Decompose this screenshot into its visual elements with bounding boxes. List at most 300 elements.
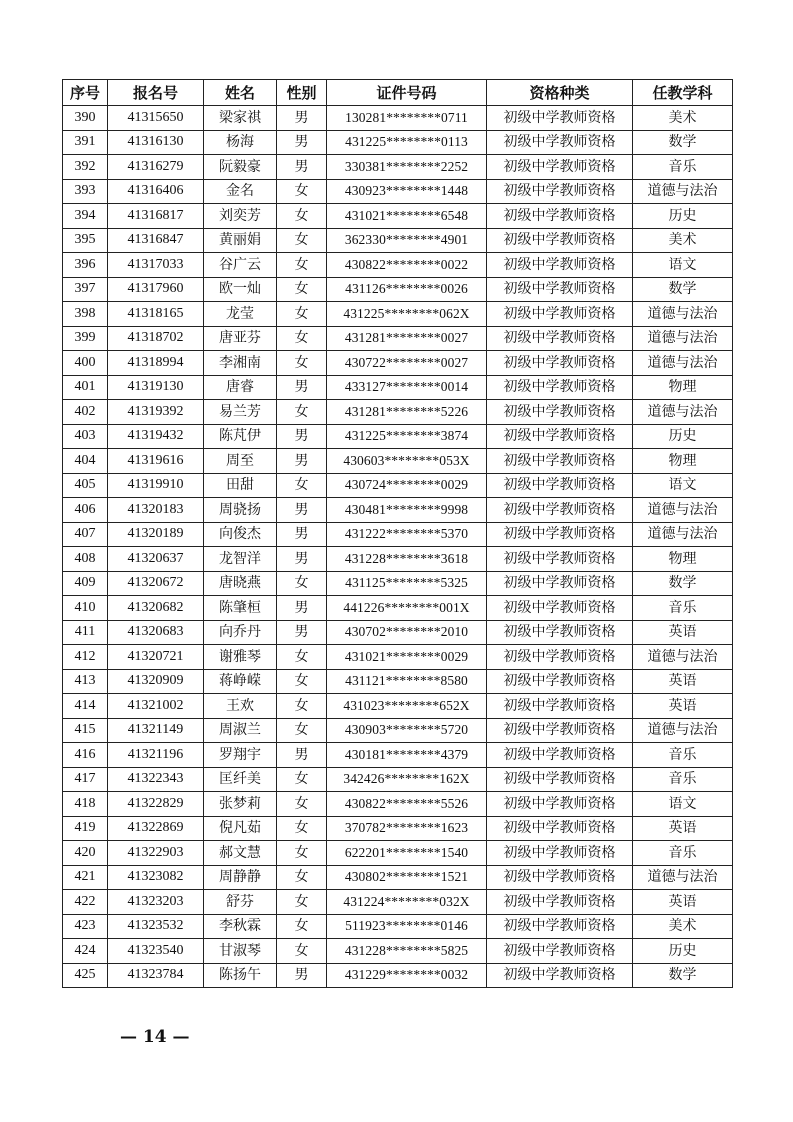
registration-no-cell: 41320909: [108, 669, 204, 694]
table-row: [63, 620, 733, 645]
id-number-cell: 431225********062X: [327, 302, 487, 327]
registration-no-cell: 41320682: [108, 596, 204, 621]
header-name: 姓名: [204, 80, 277, 106]
table-row: [63, 669, 733, 694]
subject-cell: 语文: [633, 792, 733, 817]
subject-cell: 美术: [633, 914, 733, 939]
subject-cell: 数学: [633, 130, 733, 155]
registration-no-cell: 41319616: [108, 449, 204, 474]
qualification-cell: 初级中学教师资格: [487, 326, 633, 351]
seq-cell: 392: [63, 155, 108, 180]
table-row: [63, 400, 733, 425]
subject-cell: 道德与法治: [633, 302, 733, 327]
seq-cell: 414: [63, 694, 108, 719]
table-row: [63, 914, 733, 939]
table-row: [63, 449, 733, 474]
subject-cell: 历史: [633, 424, 733, 449]
name-cell: 陈肇桓: [204, 596, 277, 621]
subject-cell: 道德与法治: [633, 865, 733, 890]
gender-cell: 女: [277, 890, 327, 915]
gender-cell: 女: [277, 914, 327, 939]
qualification-cell: 初级中学教师资格: [487, 669, 633, 694]
id-number-cell: 431281********0027: [327, 326, 487, 351]
id-number-cell: 431225********3874: [327, 424, 487, 449]
seq-cell: 415: [63, 718, 108, 743]
id-number-cell: 342426********162X: [327, 767, 487, 792]
gender-cell: 女: [277, 204, 327, 229]
qualification-cell: 初级中学教师资格: [487, 228, 633, 253]
table-row: [63, 743, 733, 768]
subject-cell: 英语: [633, 620, 733, 645]
header-registration-no: 报名号: [108, 80, 204, 106]
qualification-cell: 初级中学教师资格: [487, 865, 633, 890]
subject-cell: 历史: [633, 939, 733, 964]
table-row: [63, 645, 733, 670]
table-row: [63, 277, 733, 302]
gender-cell: 女: [277, 326, 327, 351]
registration-no-cell: 41316817: [108, 204, 204, 229]
name-cell: 郝文慧: [204, 841, 277, 866]
name-cell: 陈芃伊: [204, 424, 277, 449]
seq-cell: 390: [63, 106, 108, 131]
name-cell: 周淑兰: [204, 718, 277, 743]
gender-cell: 女: [277, 253, 327, 278]
qualification-cell: 初级中学教师资格: [487, 767, 633, 792]
gender-cell: 女: [277, 939, 327, 964]
qualification-cell: 初级中学教师资格: [487, 130, 633, 155]
gender-cell: 男: [277, 449, 327, 474]
table-row: [63, 106, 733, 131]
name-cell: 王欢: [204, 694, 277, 719]
registration-no-cell: 41318994: [108, 351, 204, 376]
id-number-cell: 431228********3618: [327, 547, 487, 572]
header-id-number: 证件号码: [327, 80, 487, 106]
gender-cell: 男: [277, 620, 327, 645]
qualification-cell: 初级中学教师资格: [487, 718, 633, 743]
qualification-cell: 初级中学教师资格: [487, 890, 633, 915]
registration-no-cell: 41318165: [108, 302, 204, 327]
registration-no-cell: 41320637: [108, 547, 204, 572]
qualification-cell: 初级中学教师资格: [487, 155, 633, 180]
id-number-cell: 430481********9998: [327, 498, 487, 523]
table-row: [63, 963, 733, 988]
subject-cell: 物理: [633, 547, 733, 572]
id-number-cell: 430822********5526: [327, 792, 487, 817]
table-row: [63, 130, 733, 155]
id-number-cell: 430724********0029: [327, 473, 487, 498]
table-row: [63, 253, 733, 278]
registration-no-cell: 41316130: [108, 130, 204, 155]
seq-cell: 394: [63, 204, 108, 229]
registration-no-cell: 41321002: [108, 694, 204, 719]
name-cell: 周骁扬: [204, 498, 277, 523]
table-row: [63, 816, 733, 841]
table-row: [63, 498, 733, 523]
id-number-cell: 431021********0029: [327, 645, 487, 670]
seq-cell: 399: [63, 326, 108, 351]
id-number-cell: 330381********2252: [327, 155, 487, 180]
registration-no-cell: 41321196: [108, 743, 204, 768]
seq-cell: 421: [63, 865, 108, 890]
gender-cell: 女: [277, 669, 327, 694]
table-row: [63, 718, 733, 743]
id-number-cell: 622201********1540: [327, 841, 487, 866]
qualification-cell: 初级中学教师资格: [487, 694, 633, 719]
id-number-cell: 430822********0022: [327, 253, 487, 278]
name-cell: 向俊杰: [204, 522, 277, 547]
subject-cell: 数学: [633, 277, 733, 302]
subject-cell: 美术: [633, 228, 733, 253]
name-cell: 张梦莉: [204, 792, 277, 817]
id-number-cell: 431224********032X: [327, 890, 487, 915]
seq-cell: 393: [63, 179, 108, 204]
table-row: [63, 865, 733, 890]
qualification-cell: 初级中学教师资格: [487, 939, 633, 964]
subject-cell: 数学: [633, 571, 733, 596]
registration-no-cell: 41320721: [108, 645, 204, 670]
qualification-cell: 初级中学教师资格: [487, 743, 633, 768]
subject-cell: 英语: [633, 816, 733, 841]
qualification-cell: 初级中学教师资格: [487, 571, 633, 596]
registration-no-cell: 41322869: [108, 816, 204, 841]
subject-cell: 英语: [633, 669, 733, 694]
qualification-cell: 初级中学教师资格: [487, 375, 633, 400]
seq-cell: 425: [63, 963, 108, 988]
table-row: [63, 375, 733, 400]
subject-cell: 音乐: [633, 155, 733, 180]
name-cell: 向乔丹: [204, 620, 277, 645]
registration-no-cell: 41319432: [108, 424, 204, 449]
seq-cell: 391: [63, 130, 108, 155]
subject-cell: 道德与法治: [633, 498, 733, 523]
id-number-cell: 431228********5825: [327, 939, 487, 964]
subject-cell: 英语: [633, 890, 733, 915]
seq-cell: 407: [63, 522, 108, 547]
subject-cell: 道德与法治: [633, 400, 733, 425]
name-cell: 罗翔宇: [204, 743, 277, 768]
subject-cell: 语文: [633, 253, 733, 278]
seq-cell: 410: [63, 596, 108, 621]
registration-no-cell: 41315650: [108, 106, 204, 131]
registration-no-cell: 41320683: [108, 620, 204, 645]
name-cell: 金名: [204, 179, 277, 204]
registration-no-cell: 41323532: [108, 914, 204, 939]
id-number-cell: 431222********5370: [327, 522, 487, 547]
qualification-cell: 初级中学教师资格: [487, 498, 633, 523]
seq-cell: 403: [63, 424, 108, 449]
name-cell: 龙莹: [204, 302, 277, 327]
seq-cell: 408: [63, 547, 108, 572]
roster-table: [62, 79, 733, 988]
id-number-cell: 431021********6548: [327, 204, 487, 229]
name-cell: 陈扬午: [204, 963, 277, 988]
table-row: [63, 767, 733, 792]
name-cell: 欧一灿: [204, 277, 277, 302]
qualification-cell: 初级中学教师资格: [487, 620, 633, 645]
subject-cell: 道德与法治: [633, 351, 733, 376]
subject-cell: 美术: [633, 106, 733, 131]
registration-no-cell: 41317960: [108, 277, 204, 302]
id-number-cell: 431126********0026: [327, 277, 487, 302]
gender-cell: 女: [277, 228, 327, 253]
seq-cell: 404: [63, 449, 108, 474]
header-subject: 任教学科: [633, 80, 733, 106]
seq-cell: 423: [63, 914, 108, 939]
qualification-cell: 初级中学教师资格: [487, 424, 633, 449]
qualification-cell: 初级中学教师资格: [487, 351, 633, 376]
gender-cell: 女: [277, 571, 327, 596]
qualification-cell: 初级中学教师资格: [487, 841, 633, 866]
qualification-cell: 初级中学教师资格: [487, 106, 633, 131]
seq-cell: 412: [63, 645, 108, 670]
subject-cell: 音乐: [633, 596, 733, 621]
qualification-cell: 初级中学教师资格: [487, 522, 633, 547]
seq-cell: 417: [63, 767, 108, 792]
id-number-cell: 431229********0032: [327, 963, 487, 988]
qualification-cell: 初级中学教师资格: [487, 547, 633, 572]
table-row: [63, 841, 733, 866]
gender-cell: 女: [277, 694, 327, 719]
table-row: [63, 792, 733, 817]
subject-cell: 道德与法治: [633, 326, 733, 351]
seq-cell: 409: [63, 571, 108, 596]
subject-cell: 道德与法治: [633, 522, 733, 547]
gender-cell: 男: [277, 106, 327, 131]
id-number-cell: 430603********053X: [327, 449, 487, 474]
gender-cell: 男: [277, 547, 327, 572]
table-row: [63, 473, 733, 498]
gender-cell: 女: [277, 718, 327, 743]
id-number-cell: 430181********4379: [327, 743, 487, 768]
name-cell: 刘奕芳: [204, 204, 277, 229]
seq-cell: 397: [63, 277, 108, 302]
gender-cell: 女: [277, 179, 327, 204]
name-cell: 梁家祺: [204, 106, 277, 131]
gender-cell: 女: [277, 865, 327, 890]
id-number-cell: 130281********0711: [327, 106, 487, 131]
table-row: [63, 326, 733, 351]
registration-no-cell: 41317033: [108, 253, 204, 278]
subject-cell: 历史: [633, 204, 733, 229]
table-row: [63, 596, 733, 621]
gender-cell: 男: [277, 424, 327, 449]
name-cell: 匡纤美: [204, 767, 277, 792]
table-row: [63, 228, 733, 253]
name-cell: 杨海: [204, 130, 277, 155]
gender-cell: 男: [277, 743, 327, 768]
name-cell: 黄丽娟: [204, 228, 277, 253]
table-row: [63, 424, 733, 449]
qualification-cell: 初级中学教师资格: [487, 914, 633, 939]
roster-table-body: [63, 106, 733, 988]
table-row: [63, 522, 733, 547]
qualification-cell: 初级中学教师资格: [487, 449, 633, 474]
gender-cell: 女: [277, 645, 327, 670]
registration-no-cell: 41321149: [108, 718, 204, 743]
gender-cell: 女: [277, 473, 327, 498]
qualification-cell: 初级中学教师资格: [487, 204, 633, 229]
seq-cell: 413: [63, 669, 108, 694]
gender-cell: 女: [277, 351, 327, 376]
id-number-cell: 511923********0146: [327, 914, 487, 939]
name-cell: 谢雅琴: [204, 645, 277, 670]
gender-cell: 女: [277, 841, 327, 866]
registration-no-cell: 41320183: [108, 498, 204, 523]
registration-no-cell: 41323203: [108, 890, 204, 915]
gender-cell: 女: [277, 400, 327, 425]
subject-cell: 物理: [633, 375, 733, 400]
qualification-cell: 初级中学教师资格: [487, 473, 633, 498]
subject-cell: 音乐: [633, 767, 733, 792]
page-number: — 14 —: [120, 1027, 190, 1047]
table-row: [63, 155, 733, 180]
id-number-cell: 431023********652X: [327, 694, 487, 719]
qualification-cell: 初级中学教师资格: [487, 645, 633, 670]
seq-cell: 418: [63, 792, 108, 817]
table-row: [63, 547, 733, 572]
subject-cell: 数学: [633, 963, 733, 988]
gender-cell: 男: [277, 155, 327, 180]
name-cell: 唐睿: [204, 375, 277, 400]
seq-cell: 400: [63, 351, 108, 376]
id-number-cell: 431121********8580: [327, 669, 487, 694]
table-row: [63, 694, 733, 719]
seq-cell: 395: [63, 228, 108, 253]
table-row: [63, 939, 733, 964]
seq-cell: 398: [63, 302, 108, 327]
name-cell: 李湘南: [204, 351, 277, 376]
subject-cell: 语文: [633, 473, 733, 498]
qualification-cell: 初级中学教师资格: [487, 179, 633, 204]
id-number-cell: 430702********2010: [327, 620, 487, 645]
id-number-cell: 431125********5325: [327, 571, 487, 596]
qualification-cell: 初级中学教师资格: [487, 400, 633, 425]
table-row: [63, 571, 733, 596]
gender-cell: 男: [277, 375, 327, 400]
id-number-cell: 431225********0113: [327, 130, 487, 155]
subject-cell: 物理: [633, 449, 733, 474]
registration-no-cell: 41323082: [108, 865, 204, 890]
table-row: [63, 351, 733, 376]
registration-no-cell: 41320672: [108, 571, 204, 596]
name-cell: 唐亚芬: [204, 326, 277, 351]
registration-no-cell: 41318702: [108, 326, 204, 351]
name-cell: 周静静: [204, 865, 277, 890]
name-cell: 甘淑琴: [204, 939, 277, 964]
subject-cell: 道德与法治: [633, 645, 733, 670]
gender-cell: 女: [277, 792, 327, 817]
registration-no-cell: 41319392: [108, 400, 204, 425]
subject-cell: 道德与法治: [633, 179, 733, 204]
qualification-cell: 初级中学教师资格: [487, 963, 633, 988]
registration-no-cell: 41319910: [108, 473, 204, 498]
seq-cell: 422: [63, 890, 108, 915]
id-number-cell: 370782********1623: [327, 816, 487, 841]
seq-cell: 396: [63, 253, 108, 278]
registration-no-cell: 41316847: [108, 228, 204, 253]
registration-no-cell: 41316279: [108, 155, 204, 180]
name-cell: 周至: [204, 449, 277, 474]
id-number-cell: 430802********1521: [327, 865, 487, 890]
seq-cell: 411: [63, 620, 108, 645]
gender-cell: 女: [277, 302, 327, 327]
subject-cell: 道德与法治: [633, 718, 733, 743]
id-number-cell: 433127********0014: [327, 375, 487, 400]
gender-cell: 女: [277, 277, 327, 302]
header-seq: 序号: [63, 80, 108, 106]
name-cell: 易兰芳: [204, 400, 277, 425]
table-row: [63, 204, 733, 229]
registration-no-cell: 41322829: [108, 792, 204, 817]
gender-cell: 男: [277, 130, 327, 155]
qualification-cell: 初级中学教师资格: [487, 277, 633, 302]
gender-cell: 男: [277, 963, 327, 988]
name-cell: 阮毅豪: [204, 155, 277, 180]
gender-cell: 男: [277, 522, 327, 547]
registration-no-cell: 41323784: [108, 963, 204, 988]
qualification-cell: 初级中学教师资格: [487, 792, 633, 817]
gender-cell: 女: [277, 767, 327, 792]
name-cell: 田甜: [204, 473, 277, 498]
qualification-cell: 初级中学教师资格: [487, 596, 633, 621]
registration-no-cell: 41319130: [108, 375, 204, 400]
header-qualification: 资格种类: [487, 80, 633, 106]
id-number-cell: 441226********001X: [327, 596, 487, 621]
name-cell: 龙智洋: [204, 547, 277, 572]
qualification-cell: 初级中学教师资格: [487, 816, 633, 841]
table-header-row: [63, 80, 733, 106]
registration-no-cell: 41320189: [108, 522, 204, 547]
registration-no-cell: 41322343: [108, 767, 204, 792]
id-number-cell: 430722********0027: [327, 351, 487, 376]
name-cell: 谷广云: [204, 253, 277, 278]
name-cell: 舒芬: [204, 890, 277, 915]
subject-cell: 英语: [633, 694, 733, 719]
name-cell: 倪凡茹: [204, 816, 277, 841]
roster-table-container: [62, 79, 732, 988]
seq-cell: 401: [63, 375, 108, 400]
seq-cell: 424: [63, 939, 108, 964]
subject-cell: 音乐: [633, 841, 733, 866]
gender-cell: 男: [277, 498, 327, 523]
seq-cell: 402: [63, 400, 108, 425]
table-row: [63, 302, 733, 327]
id-number-cell: 362330********4901: [327, 228, 487, 253]
id-number-cell: 430903********5720: [327, 718, 487, 743]
qualification-cell: 初级中学教师资格: [487, 253, 633, 278]
subject-cell: 音乐: [633, 743, 733, 768]
seq-cell: 405: [63, 473, 108, 498]
gender-cell: 女: [277, 816, 327, 841]
seq-cell: 420: [63, 841, 108, 866]
id-number-cell: 431281********5226: [327, 400, 487, 425]
gender-cell: 男: [277, 596, 327, 621]
id-number-cell: 430923********1448: [327, 179, 487, 204]
registration-no-cell: 41322903: [108, 841, 204, 866]
table-row: [63, 890, 733, 915]
name-cell: 唐晓燕: [204, 571, 277, 596]
seq-cell: 416: [63, 743, 108, 768]
registration-no-cell: 41323540: [108, 939, 204, 964]
qualification-cell: 初级中学教师资格: [487, 302, 633, 327]
seq-cell: 406: [63, 498, 108, 523]
registration-no-cell: 41316406: [108, 179, 204, 204]
table-row: [63, 179, 733, 204]
name-cell: 李秋霖: [204, 914, 277, 939]
name-cell: 蒋峥嵘: [204, 669, 277, 694]
seq-cell: 419: [63, 816, 108, 841]
header-gender: 性别: [277, 80, 327, 106]
